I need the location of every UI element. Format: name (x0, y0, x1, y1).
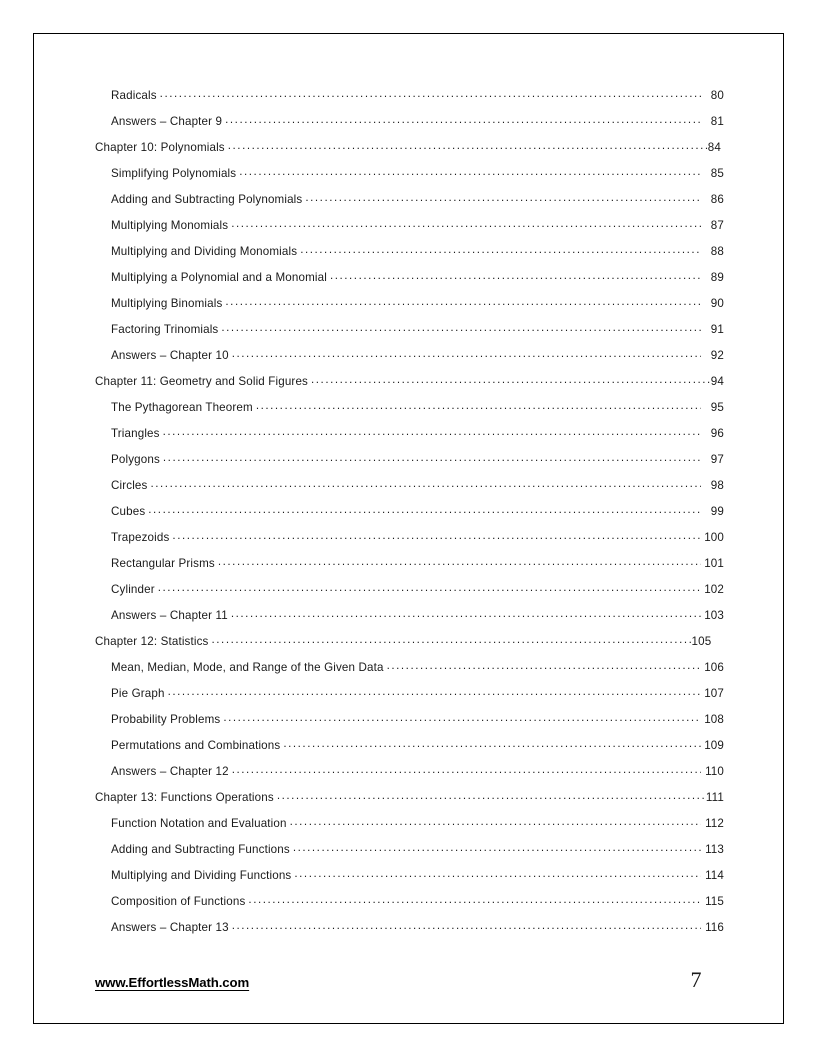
toc-dot-leader (283, 737, 701, 749)
toc-entry-page-number: 90 (710, 296, 724, 310)
toc-chapter-row[interactable] (95, 633, 724, 659)
toc-entry-title: Radicals (111, 88, 157, 102)
page-number: 7 (690, 967, 702, 992)
toc-chapter-row[interactable] (95, 139, 724, 165)
toc-dot-leader (228, 139, 708, 151)
toc-entry-title: Adding and Subtracting Functions (111, 842, 290, 856)
toc-dot-leader (248, 893, 701, 905)
toc-dot-leader (231, 607, 701, 619)
toc-entry-title: The Pythagorean Theorem (111, 400, 253, 414)
toc-dot-leader (158, 581, 701, 593)
toc-entry-title: Multiplying Monomials (111, 218, 229, 232)
toc-dot-leader (256, 399, 701, 411)
toc-entry-row[interactable] (111, 607, 724, 633)
toc-dot-leader (294, 867, 701, 879)
toc-entry-title: Answers – Chapter 11 (111, 608, 228, 622)
toc-entry-row[interactable] (111, 867, 724, 893)
toc-entry-title: Probability Problems (111, 712, 221, 726)
toc-entry-page-number: 88 (710, 244, 724, 258)
toc-entry-page-number: 81 (710, 114, 724, 128)
toc-dot-leader (223, 711, 701, 723)
toc-entry-title: Factoring Trinomials (111, 322, 219, 336)
toc-entry-row[interactable] (111, 737, 724, 763)
toc-entry-page-number: 86 (710, 192, 724, 206)
toc-entry-page-number: 116 (705, 920, 724, 934)
toc-dot-leader (293, 841, 701, 853)
table-of-contents (95, 87, 724, 945)
toc-entry-row[interactable] (111, 893, 724, 919)
toc-dot-leader (148, 503, 701, 515)
toc-entry-page-number: 108 (704, 712, 724, 726)
toc-entry-page-number: 91 (710, 322, 724, 336)
toc-entry-row[interactable] (111, 295, 724, 321)
toc-entry-title: Answers – Chapter 10 (111, 348, 229, 362)
toc-dot-leader (212, 633, 692, 645)
toc-entry-title: Cubes (111, 504, 146, 518)
toc-entry-row[interactable] (111, 555, 724, 581)
toc-dot-leader (225, 113, 701, 125)
toc-entry-page-number: 92 (710, 348, 724, 362)
toc-entry-page-number: 85 (710, 166, 724, 180)
toc-entry-title: Mean, Median, Mode, and Range of the Given Data (111, 660, 384, 674)
toc-dot-leader (277, 789, 706, 801)
toc-entry-title: Chapter 11: Geometry and Solid Figures (95, 374, 308, 388)
toc-entry-page-number: 103 (704, 608, 724, 622)
toc-entry-row[interactable] (111, 191, 724, 217)
toc-entry-page-number: 102 (704, 582, 724, 596)
toc-entry-title: Trapezoids (111, 530, 170, 544)
toc-entry-row[interactable] (111, 347, 724, 373)
toc-entry-row[interactable] (111, 477, 724, 503)
toc-entry-page-number: 114 (705, 868, 724, 882)
toc-entry-row[interactable] (111, 503, 724, 529)
toc-entry-title: Answers – Chapter 9 (111, 114, 223, 128)
toc-entry-row[interactable] (111, 581, 724, 607)
toc-entry-row[interactable] (111, 685, 724, 711)
toc-dot-leader (232, 919, 701, 931)
toc-entry-row[interactable] (111, 841, 724, 867)
toc-entry-title: Circles (111, 478, 148, 492)
toc-dot-leader (239, 165, 701, 177)
toc-entry-title: Triangles (111, 426, 160, 440)
toc-chapter-row[interactable] (95, 789, 724, 815)
toc-entry-title: Function Notation and Evaluation (111, 816, 287, 830)
toc-entry-page-number: 106 (704, 660, 724, 674)
toc-entry-title: Chapter 12: Statistics (95, 634, 209, 648)
toc-dot-leader (231, 217, 701, 229)
toc-entry-page-number: 115 (705, 894, 724, 908)
toc-dot-leader (163, 425, 701, 437)
toc-entry-page-number: 99 (710, 504, 724, 518)
toc-dot-leader (163, 451, 701, 463)
toc-entry-row[interactable] (111, 399, 724, 425)
toc-entry-title: Chapter 10: Polynomials (95, 140, 225, 154)
toc-entry-page-number: 110 (705, 764, 724, 778)
toc-entry-page-number: 80 (710, 88, 724, 102)
toc-entry-title: Multiplying Binomials (111, 296, 223, 310)
toc-entry-row[interactable] (111, 763, 724, 789)
toc-entry-page-number: 109 (704, 738, 724, 752)
toc-dot-leader (300, 243, 701, 255)
footer-website-link[interactable]: www.EffortlessMath.com (95, 975, 250, 990)
toc-entry-title: Rectangular Prisms (111, 556, 215, 570)
toc-dot-leader (330, 269, 701, 281)
toc-entry-title: Adding and Subtracting Polynomials (111, 192, 303, 206)
toc-dot-leader (218, 555, 701, 567)
toc-entry-page-number: 89 (710, 270, 724, 284)
toc-entry-row[interactable] (111, 269, 724, 295)
toc-entry-title: Answers – Chapter 12 (111, 764, 229, 778)
toc-entry-page-number: 113 (705, 842, 724, 856)
toc-dot-leader (150, 477, 701, 489)
toc-entry-title: Multiplying a Polynomial and a Monomial (111, 270, 327, 284)
toc-entry-page-number: 98 (710, 478, 724, 492)
toc-entry-title: Multiplying and Dividing Monomials (111, 244, 298, 258)
toc-dot-leader (172, 529, 701, 541)
toc-entry-title: Chapter 13: Functions Operations (95, 790, 274, 804)
toc-entry-title: Polygons (111, 452, 160, 466)
page-footer (95, 967, 724, 1007)
toc-entry-page-number: 112 (705, 816, 724, 830)
toc-entry-row[interactable] (111, 87, 724, 113)
toc-entry-title: Simplifying Polynomials (111, 166, 237, 180)
toc-entry-row[interactable] (111, 113, 724, 139)
toc-entry-title: Answers – Chapter 13 (111, 920, 229, 934)
toc-entry-page-number: 97 (710, 452, 724, 466)
toc-dot-leader (232, 347, 701, 359)
toc-entry-title: Composition of Functions (111, 894, 246, 908)
toc-dot-leader (290, 815, 701, 827)
toc-entry-row[interactable] (111, 529, 724, 555)
toc-chapter-row[interactable] (95, 373, 724, 399)
toc-entry-page-number: 84 (707, 140, 721, 154)
toc-entry-title: Pie Graph (111, 686, 165, 700)
toc-entry-row[interactable] (111, 451, 724, 477)
toc-entry-page-number: 100 (704, 530, 724, 544)
toc-entry-page-number: 87 (710, 218, 724, 232)
toc-entry-page-number: 107 (704, 686, 724, 700)
toc-dot-leader (387, 659, 701, 671)
toc-entry-row[interactable] (111, 165, 724, 191)
toc-entry-row[interactable] (111, 425, 724, 451)
toc-entry-page-number: 95 (710, 400, 724, 414)
toc-entry-page-number: 101 (704, 556, 724, 570)
page-sheet (33, 33, 784, 1024)
toc-entry-title: Permutations and Combinations (111, 738, 281, 752)
toc-entry-row[interactable] (111, 243, 724, 269)
toc-entry-row[interactable] (111, 711, 724, 737)
toc-dot-leader (168, 685, 701, 697)
toc-entry-title: Cylinder (111, 582, 155, 596)
toc-entry-page-number: 105 (691, 634, 712, 648)
toc-entry-title: Multiplying and Dividing Functions (111, 868, 292, 882)
toc-entry-row[interactable] (111, 217, 724, 243)
toc-entry-row[interactable] (111, 815, 724, 841)
toc-entry-row[interactable] (111, 919, 724, 945)
toc-dot-leader (232, 763, 701, 775)
toc-dot-leader (221, 321, 701, 333)
toc-entry-page-number: 111 (705, 790, 724, 804)
toc-entry-row[interactable] (111, 659, 724, 685)
toc-entry-page-number: 94 (710, 374, 724, 388)
toc-entry-page-number: 96 (710, 426, 724, 440)
toc-dot-leader (311, 373, 711, 385)
toc-dot-leader (160, 87, 701, 99)
toc-dot-leader (225, 295, 701, 307)
toc-entry-row[interactable] (111, 321, 724, 347)
toc-dot-leader (305, 191, 701, 203)
